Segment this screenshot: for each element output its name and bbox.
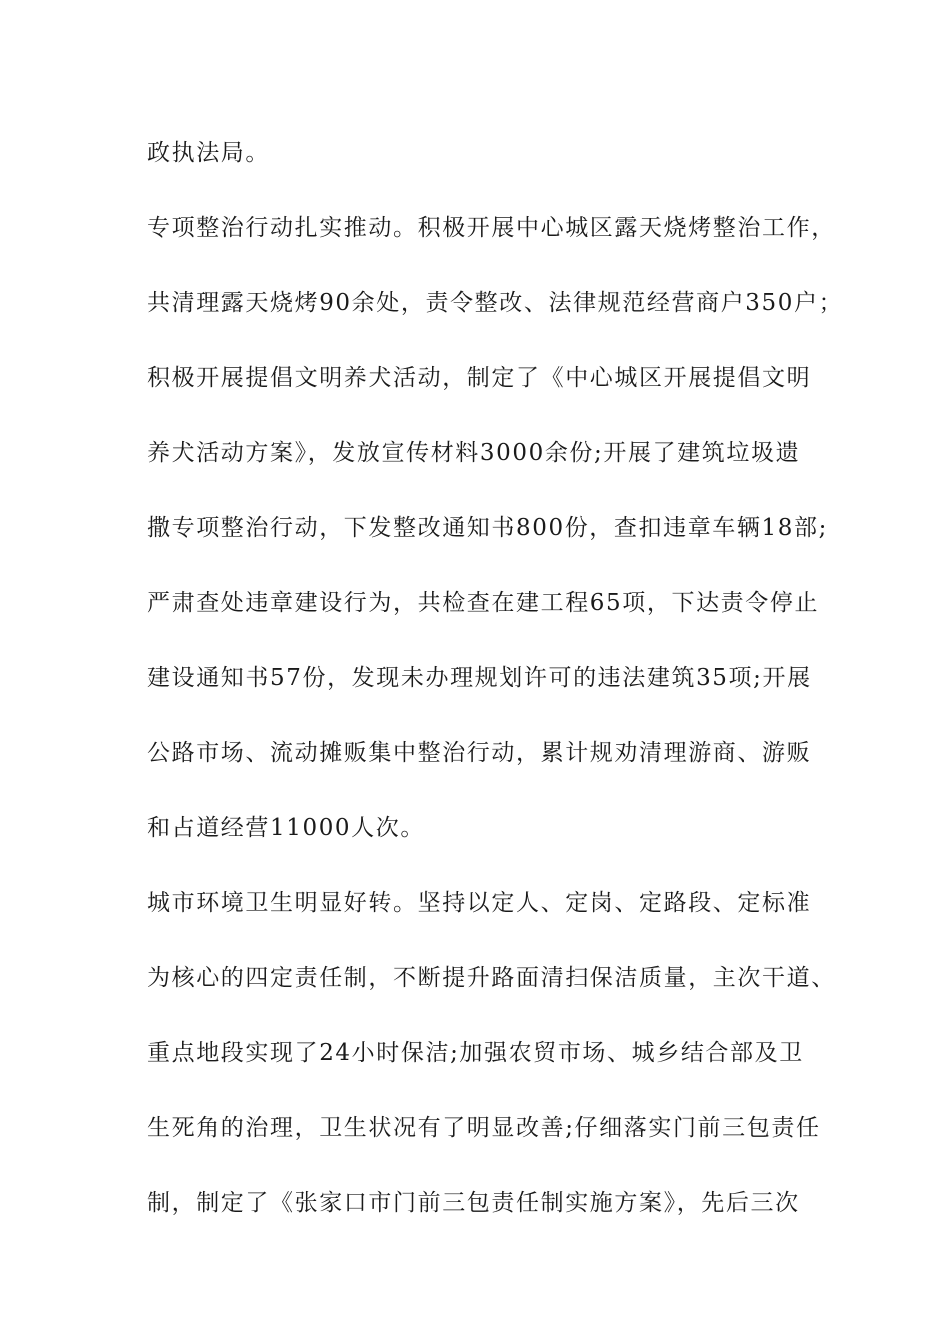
text-line: 重点地段实现了24小时保洁;加强农贸市场、城乡结合部及卫 <box>147 1040 804 1066</box>
text-line: 专项整治行动扎实推动。积极开展中心城区露天烧烤整治工作， <box>147 215 836 241</box>
text-line: 共清理露天烧烤90余处，责令整改、法律规范经营商户350户； <box>147 290 844 316</box>
text-line: 城市环境卫生明显好转。坚持以定人、定岗、定路段、定标准 <box>147 890 812 916</box>
text-line: 生死角的治理，卫生状况有了明显改善;仔细落实门前三包责任 <box>147 1115 821 1141</box>
text-line: 制，制定了《张家口市门前三包责任制实施方案》，先后三次 <box>147 1190 800 1216</box>
text-line: 积极开展提倡文明养犬活动，制定了《中心城区开展提倡文明 <box>147 365 812 391</box>
text-line: 为核心的四定责任制，不断提升路面清扫保洁质量，主次干道、 <box>147 965 836 991</box>
text-line: 撒专项整治行动，下发整改通知书800份，查扣违章车辆18部; <box>147 515 828 541</box>
text-line: 政执法局。 <box>147 140 270 166</box>
text-line: 和占道经营11000人次。 <box>147 815 425 841</box>
text-line: 建设通知书57份，发现未办理规划许可的违法建筑35项;开展 <box>147 665 812 691</box>
text-line: 公路市场、流动摊贩集中整治行动，累计规劝清理游商、游贩 <box>147 740 812 766</box>
text-line: 养犬活动方案》，发放宣传材料3000余份;开展了建筑垃圾遗 <box>147 440 801 466</box>
text-line: 严肃查处违章建设行为，共检查在建工程65项，下达责令停止 <box>147 590 820 616</box>
